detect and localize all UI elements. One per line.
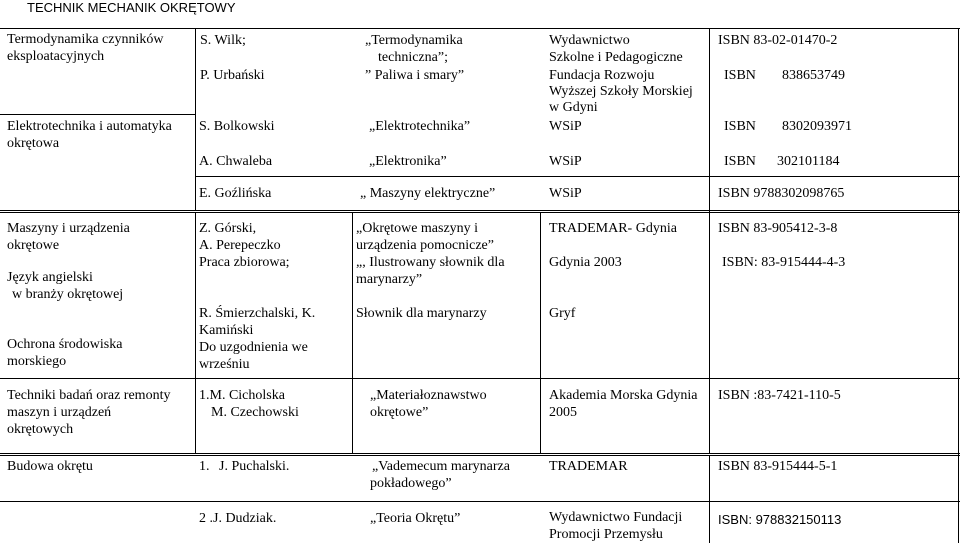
subject-label: eksploatacyjnych xyxy=(7,49,105,64)
isbn-label: ISBN xyxy=(724,154,756,169)
author-cell: S. Wilk; xyxy=(200,33,246,48)
col-divider xyxy=(709,28,710,453)
publisher-cell: Wyższej Szkoły Morskiej xyxy=(549,84,693,99)
author-cell: E. Goźlińska xyxy=(199,186,272,201)
publisher-cell: 2005 xyxy=(549,405,577,420)
publisher-cell: Promocji Przemysłu xyxy=(549,527,663,542)
book-title: pokładowego” xyxy=(370,476,452,491)
col-divider xyxy=(195,28,196,210)
book-title: „Teoria Okrętu” xyxy=(370,511,461,526)
col-divider xyxy=(709,456,710,501)
isbn-number: 302101184 xyxy=(777,154,840,169)
subject-label: w branży okrętowej xyxy=(12,287,124,302)
subject-label: morskiego xyxy=(7,354,67,369)
subject-label: Ochrona środowiska xyxy=(7,337,123,352)
author-cell: M. Czechowski xyxy=(211,405,299,420)
publisher-cell: Szkolne i Pedagogiczne xyxy=(549,50,683,65)
isbn-label: ISBN xyxy=(724,68,756,83)
subject-label: okrętowych xyxy=(7,422,74,437)
isbn-number: 8302093971 xyxy=(782,119,852,134)
publisher-cell: Akademia Morska Gdynia xyxy=(549,388,698,403)
section-divider xyxy=(0,453,960,456)
isbn-cell: ISBN 83-915444-5-1 xyxy=(718,459,838,474)
isbn-cell: ISBN :83-7421-110-5 xyxy=(718,388,841,403)
publisher-cell: Gdynia 2003 xyxy=(549,255,622,270)
author-cell: Praca zbiorowa; xyxy=(199,255,290,270)
book-title: „Elektrotechnika” xyxy=(369,119,471,134)
publisher-cell: WSiP xyxy=(549,186,582,201)
publisher-cell: Wydawnictwo xyxy=(549,33,630,48)
book-title: ” Paliwa i smary” xyxy=(365,68,465,83)
isbn-number: 838653749 xyxy=(782,68,845,83)
isbn-label: ISBN xyxy=(724,119,756,134)
col-divider xyxy=(195,213,196,453)
book-title: „Materiałoznawstwo xyxy=(370,388,487,403)
publisher-cell: Fundacja Rozwoju xyxy=(549,68,655,83)
subject-label: Język angielski xyxy=(7,270,93,285)
book-title: „, Ilustrowany słownik dla xyxy=(356,255,505,270)
col-divider xyxy=(352,213,353,453)
row-divider xyxy=(0,501,960,502)
subject-label: Elektrotechnika i automatyka xyxy=(7,119,172,134)
row-divider xyxy=(0,114,195,115)
isbn-cell: ISBN 9788302098765 xyxy=(718,186,845,201)
author-cell: R. Śmierzchalski, K. xyxy=(199,306,316,321)
subject-label: maszyn i urządzeń xyxy=(7,405,112,420)
table-right-border xyxy=(958,28,959,543)
publisher-cell: TRADEMAR- Gdynia xyxy=(549,221,677,236)
isbn-cell: ISBN: 978832150113 xyxy=(718,512,842,527)
page-title: TECHNIK MECHANIK OKRĘTOWY xyxy=(27,0,236,15)
author-cell: 1.M. Cicholska xyxy=(199,388,285,403)
author-cell: Do uzgodnienia we xyxy=(199,340,308,355)
subject-label: Budowa okrętu xyxy=(7,459,93,474)
author-cell: J. Puchalski. xyxy=(219,459,290,474)
publisher-cell: WSiP xyxy=(549,119,582,134)
book-title: „Elektronika” xyxy=(369,154,447,169)
author-cell: S. Bolkowski xyxy=(199,119,275,134)
isbn-cell: ISBN: 83-915444-4-3 xyxy=(722,255,846,270)
isbn-cell: ISBN 83-905412-3-8 xyxy=(718,221,838,236)
book-title: urządzenia pomocnicze” xyxy=(356,238,494,253)
publisher-cell: TRADEMAR xyxy=(549,459,628,474)
col-divider xyxy=(709,501,710,543)
publisher-cell: Gryf xyxy=(549,306,576,321)
table-top-border xyxy=(0,28,960,29)
book-title: „ Maszyny elektryczne” xyxy=(360,186,496,201)
isbn-cell: ISBN 83-02-01470-2 xyxy=(718,33,838,48)
row-divider xyxy=(0,378,960,379)
author-cell: A. Chwaleba xyxy=(199,154,273,169)
author-number: 1. xyxy=(199,459,210,474)
publisher-cell: w Gdyni xyxy=(549,100,598,115)
book-title: marynarzy” xyxy=(356,272,423,287)
subject-label: Techniki badań oraz remonty xyxy=(7,388,171,403)
book-title: techniczna”; xyxy=(378,50,448,65)
publisher-cell: Wydawnictwo Fundacji xyxy=(549,510,683,525)
subject-label: okrętowa xyxy=(7,136,60,151)
subject-label: Termodynamika czynników xyxy=(7,32,164,47)
subject-label: okrętowe xyxy=(7,238,60,253)
subject-label: Maszyny i urządzenia xyxy=(7,221,130,236)
book-title: „Termodynamika xyxy=(365,33,463,48)
book-title: „Okrętowe maszyny i xyxy=(356,221,479,236)
row-divider xyxy=(195,176,960,177)
author-cell: Z. Górski, xyxy=(199,221,257,236)
author-cell: A. Perepeczko xyxy=(199,238,281,253)
book-title: Słownik dla marynarzy xyxy=(356,306,487,321)
author-cell: 2 .J. Dudziak. xyxy=(199,511,277,526)
author-cell: P. Urbański xyxy=(200,68,265,83)
col-divider xyxy=(540,213,541,453)
author-cell: Kamiński xyxy=(199,323,254,338)
publisher-cell: WSiP xyxy=(549,154,582,169)
section-divider xyxy=(0,210,960,213)
author-cell: wrześniu xyxy=(199,357,250,372)
book-title: „Vademecum marynarza xyxy=(372,459,510,474)
book-title: okrętowe” xyxy=(370,405,429,420)
